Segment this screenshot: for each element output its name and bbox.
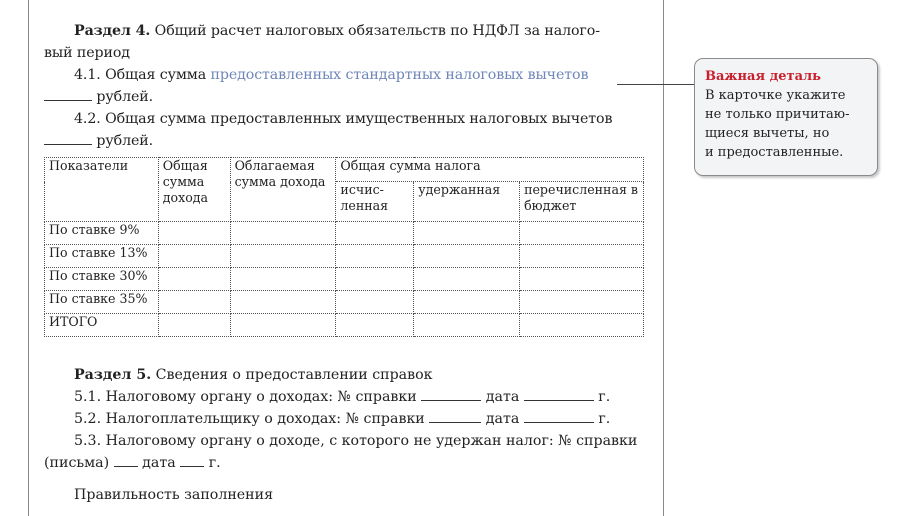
table-cell[interactable] bbox=[336, 291, 414, 314]
blank-line bbox=[44, 130, 92, 145]
blank-line bbox=[524, 386, 594, 401]
table-cell[interactable] bbox=[336, 222, 414, 245]
table-cell[interactable] bbox=[414, 268, 520, 291]
section-4-heading bbox=[44, 20, 648, 42]
table-cell[interactable] bbox=[230, 291, 336, 314]
header-total-tax: Общая сумма налога bbox=[336, 158, 644, 182]
blank-line bbox=[44, 86, 92, 101]
table-row bbox=[45, 314, 644, 337]
header-indicators: Показатели bbox=[45, 158, 159, 222]
table-cell[interactable] bbox=[414, 314, 520, 337]
table-cell[interactable] bbox=[230, 222, 336, 245]
table-cell[interactable] bbox=[520, 222, 644, 245]
blank-line bbox=[114, 452, 138, 467]
callout-title: Важная деталь bbox=[705, 69, 822, 84]
header-total-income: Общая сумма дохода bbox=[158, 158, 230, 222]
item-4-1 bbox=[44, 64, 648, 86]
item-5-3: 5.3. Налоговому органу о доходе, с которого не удержан налог: № справки bbox=[74, 433, 638, 449]
table-cell[interactable] bbox=[414, 245, 520, 268]
header-withheld: удержанная bbox=[414, 182, 520, 222]
row-label: По ставке 9% bbox=[45, 222, 159, 245]
table-cell[interactable] bbox=[336, 268, 414, 291]
row-label: ИТОГО bbox=[45, 314, 159, 337]
item-5-2 bbox=[44, 408, 664, 430]
callout-leader-line bbox=[617, 84, 694, 85]
row-label: По ставке 30% bbox=[45, 268, 159, 291]
section-5-heading-bold: Раздел 5. bbox=[74, 367, 152, 383]
letter-label: (письма) bbox=[44, 455, 110, 471]
date-label: дата bbox=[481, 411, 524, 427]
table-cell[interactable] bbox=[158, 314, 230, 337]
table-row bbox=[45, 222, 644, 245]
item-4-1-prefix: 4.1. Общая сумма bbox=[74, 67, 211, 83]
table-cell[interactable] bbox=[414, 222, 520, 245]
callout-box bbox=[694, 58, 878, 176]
item-4-1-amount bbox=[44, 86, 648, 108]
blank-line bbox=[421, 386, 481, 401]
table-cell[interactable] bbox=[520, 245, 644, 268]
header-taxable-income: Облагаемая сумма дохода bbox=[230, 158, 336, 222]
table-cell[interactable] bbox=[230, 314, 336, 337]
item-4-2-suffix: рублей. bbox=[92, 133, 154, 149]
callout-text-line: В карточке укажите bbox=[705, 88, 846, 103]
table-cell[interactable] bbox=[158, 245, 230, 268]
table-cell[interactable] bbox=[520, 314, 644, 337]
year-suffix: г. bbox=[204, 455, 221, 471]
item-5-2-text: 5.2. Налогоплательщику о доходах: № справки bbox=[74, 411, 425, 427]
blank-line bbox=[429, 408, 481, 423]
callout-text-line: щиеся вычеты, но bbox=[705, 126, 830, 141]
table-cell[interactable] bbox=[158, 268, 230, 291]
section-4 bbox=[44, 20, 648, 152]
item-5-1 bbox=[44, 386, 664, 408]
header-transferred: перечисленная в бюджет bbox=[520, 182, 644, 222]
table-cell[interactable] bbox=[158, 222, 230, 245]
section-4-heading-cont: вый период bbox=[44, 45, 130, 61]
callout-text-line: не только причитаю- bbox=[705, 107, 850, 122]
table-cell[interactable] bbox=[520, 291, 644, 314]
table-cell[interactable] bbox=[230, 245, 336, 268]
blank-line bbox=[180, 452, 204, 467]
year-suffix: г. bbox=[593, 389, 611, 405]
callout-text-line: и предоставленные. bbox=[705, 145, 844, 160]
table-row bbox=[45, 268, 644, 291]
table-cell[interactable] bbox=[336, 245, 414, 268]
section-4-heading-text: Общий расчет налоговых обязательств по НДФЛ за налого- bbox=[150, 23, 600, 39]
header-calculated: исчис- ленная bbox=[336, 182, 414, 222]
section-5-heading bbox=[44, 364, 664, 386]
item-4-1-highlight: предоставленных стандартных налоговых вычетов bbox=[210, 67, 589, 83]
table-cell[interactable] bbox=[336, 314, 414, 337]
item-5-3-cont bbox=[44, 452, 664, 474]
tax-table bbox=[44, 157, 644, 337]
row-label: По ставке 13% bbox=[45, 245, 159, 268]
table-cell[interactable] bbox=[158, 291, 230, 314]
item-4-1-suffix: рублей. bbox=[92, 89, 154, 105]
section-5-heading-text: Сведения о предоставлении справок bbox=[151, 367, 433, 383]
next-section-cut: Правильность заполнения bbox=[74, 487, 274, 503]
year-suffix: г. bbox=[593, 411, 611, 427]
table-cell[interactable] bbox=[520, 268, 644, 291]
row-label: По ставке 35% bbox=[45, 291, 159, 314]
item-5-1-text: 5.1. Налоговому органу о доходах: № справки bbox=[74, 389, 417, 405]
section-4-heading-bold: Раздел 4. bbox=[74, 23, 151, 39]
item-4-2-amount bbox=[44, 130, 648, 152]
table-cell[interactable] bbox=[230, 268, 336, 291]
table-cell[interactable] bbox=[414, 291, 520, 314]
item-4-2: 4.2. Общая сумма предоставленных имущественных налоговых вычетов bbox=[74, 111, 613, 127]
table-row bbox=[45, 245, 644, 268]
table-row bbox=[45, 291, 644, 314]
blank-line bbox=[524, 408, 594, 423]
section-5 bbox=[44, 364, 664, 506]
date-label: дата bbox=[137, 455, 181, 471]
date-label: дата bbox=[481, 389, 524, 405]
